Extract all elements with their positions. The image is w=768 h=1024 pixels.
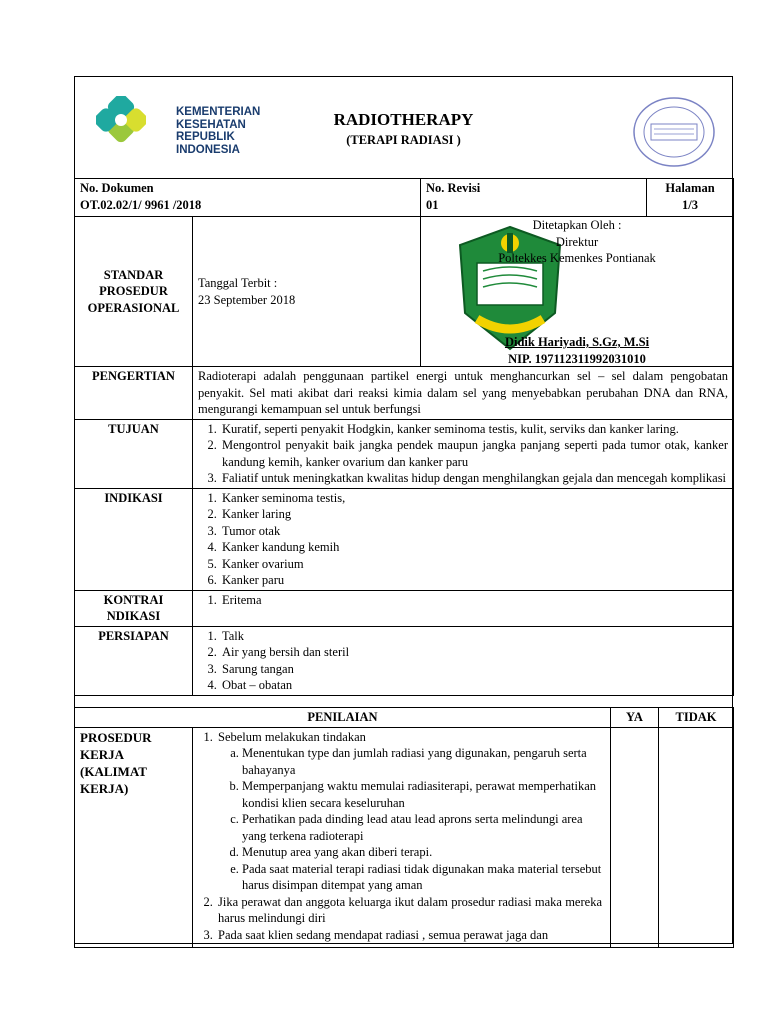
list-item: 1. Eritema (220, 592, 728, 609)
revisi-label: No. Revisi (426, 181, 481, 195)
list-item: 4. Kanker kandung kemih (220, 539, 728, 556)
list-item: 3. Pada saat klien sedang mendapat radiasi , semua perawat jaga dan (216, 927, 602, 944)
penilaian-header: PENILAIAN (75, 708, 611, 728)
pejabat-name: Didik Hariyadi, S.Gz, M.Si (504, 335, 650, 349)
indikasi-label: INDIKASI (75, 488, 193, 590)
penilaian-table (74, 707, 734, 948)
list-item: 1. Sebelum melakukan tindakan a. Menentukan type dan jumlah radiasi yang digunakan, pengaruh serta bahayanya b. Memperpanjang waktu memulai radiasiterapi, perawat memperhatikan kondisi klien secara keseluruhan c. Perhatikan pada dinding lead atau lead aprons serta melindungi area yang terkena radioterapi d. Menutup area yang akan diberi terapi. e. Pada saat material terapi radiasi tidak digunakan maka material tersebut harus disimpan ditempat yang aman (216, 729, 602, 894)
dokumen-label: No. Dokumen (80, 181, 154, 195)
list-item: 2. Jika perawat dan anggota keluarga ikut dalam prosedur radiasi maka mereka harus melindungi diri (216, 894, 602, 927)
ya-header: YA (611, 708, 659, 728)
sop-label: STANDAR PROSEDUR OPERASIONAL (75, 217, 193, 367)
metadata-table (74, 178, 734, 217)
tanggal-value: 23 September 2018 (198, 292, 296, 307)
list-item: d. Menutup area yang akan diberi terapi. (242, 844, 602, 861)
list-item: 1. Kuratif, seperti penyakit Hodgkin, kanker seminoma testis, kulit, serviks dan kanker laring. (220, 421, 728, 438)
halaman-value: 1/3 (682, 197, 698, 212)
approval-cell (421, 217, 734, 367)
list-item: 3. Faliatif untuk meningkatkan kwalitas hidup dengan menghilangkan gejala dan mencegah komplikasi (220, 470, 728, 487)
ministry-stamp-icon (629, 92, 719, 172)
list-item: b. Memperpanjang waktu memulai radiasiterapi, perawat memperhatikan kondisi klien secara keseluruhan (242, 778, 602, 811)
list-item: 1. Talk (220, 628, 728, 645)
kontraindikasi-label: KONTRAI NDIKASI (75, 590, 193, 626)
list-item: 3. Tumor otak (220, 523, 728, 540)
list-item: c. Perhatikan pada dinding lead atau lead aprons serta melindungi area yang terkena radioterapi (242, 811, 602, 844)
content-table (74, 366, 734, 696)
prosedur-steps (193, 727, 611, 947)
list-item: e. Pada saat material terapi radiasi tidak digunakan maka material tersebut harus disimpan ditempat yang aman (242, 861, 602, 894)
list-item: 2. Air yang bersih dan steril (220, 644, 728, 661)
jabatan-text: Direktur (555, 234, 599, 249)
tidak-cell[interactable] (659, 727, 734, 947)
ministry-name: KEMENTERIAN KESEHATAN REPUBLIK INDONESIA (176, 106, 261, 156)
list-item: 2. Mengontrol penyakit baik jangka pendek maupun jangka panjang seperti pada tumor otak, kanker kandung kemih, kanker ovarium dan kanker paru (220, 437, 728, 470)
persiapan-list (193, 626, 734, 695)
tanggal-cell (193, 217, 421, 367)
list-item: 1. Kanker seminoma testis, (220, 490, 728, 507)
ditetapkan-label: Ditetapkan Oleh : (532, 218, 622, 232)
pengertian-text: Radioterapi adalah penggunaan partikel energi untuk menghancurkan sel – sel dalam pengobatan penyakit. Sel mati akibat dari reaksi kimia dalam sel yang menyebabkan perubahan DNA dan RNA, mengurangi kemampuan sel untuk berfungsi (193, 367, 734, 420)
document-header (74, 76, 733, 178)
document-title: RADIOTHERAPY (333, 110, 474, 129)
ya-cell[interactable] (611, 727, 659, 947)
prosedur-label: PROSEDUR KERJA (KALIMAT KERJA) (75, 727, 193, 947)
tidak-header: TIDAK (659, 708, 734, 728)
list-item: 4. Obat – obatan (220, 677, 728, 694)
list-item: a. Menentukan type dan jumlah radiasi yang digunakan, pengaruh serta bahayanya (242, 745, 602, 778)
halaman-label: Halaman (665, 181, 715, 195)
list-item: 3. Sarung tangan (220, 661, 728, 678)
dokumen-value: OT.02.02/1/ 9961 /2018 (80, 197, 202, 212)
revisi-cell (421, 179, 647, 217)
tujuan-list (193, 419, 734, 488)
pengertian-label: PENGERTIAN (75, 367, 193, 420)
document-subtitle: (TERAPI RADIASI ) (346, 133, 461, 147)
instansi-text: Poltekkes Kemenkes Pontianak (498, 251, 656, 265)
persiapan-label: PERSIAPAN (75, 626, 193, 695)
revisi-value: 01 (426, 197, 439, 212)
list-item: 6. Kanker paru (220, 572, 728, 589)
tujuan-label: TUJUAN (75, 419, 193, 488)
list-item: 5. Kanker ovarium (220, 556, 728, 573)
indikasi-list (193, 488, 734, 590)
tanggal-label: Tanggal Terbit : (198, 276, 278, 290)
kontraindikasi-list (193, 590, 734, 626)
dokumen-cell (75, 179, 421, 217)
halaman-cell (647, 179, 734, 217)
list-item: 2. Kanker laring (220, 506, 728, 523)
sop-table (74, 216, 734, 367)
pejabat-nip: NIP. 197112311992031010 (508, 351, 646, 366)
